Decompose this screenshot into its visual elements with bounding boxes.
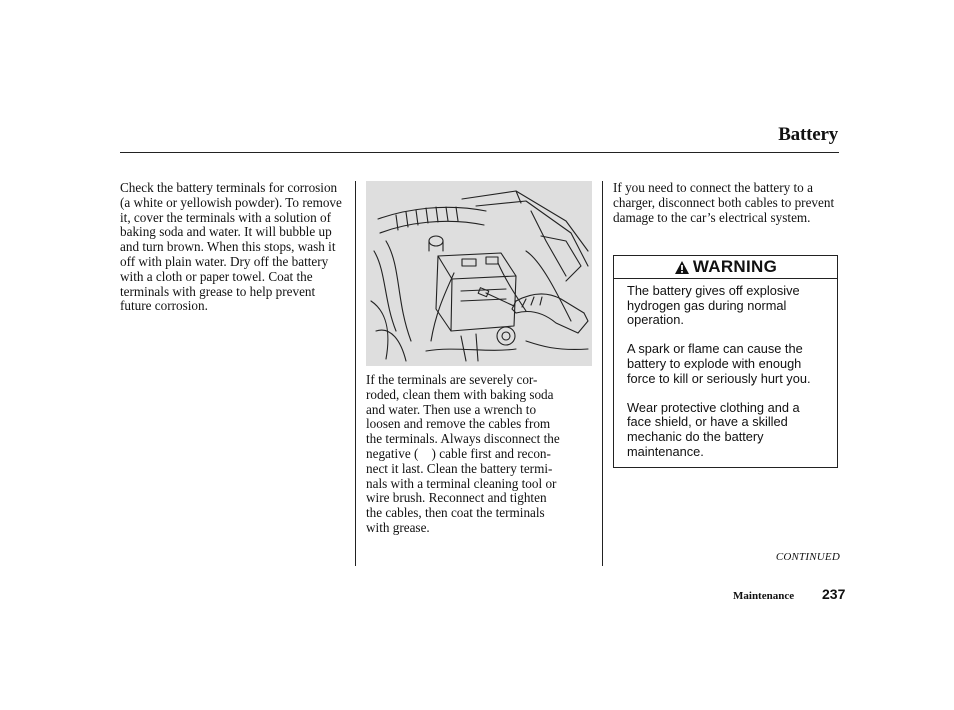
- instruction-line: loosen and remove the cables from: [366, 416, 551, 432]
- instruction-line: the cables, then coat the terminals: [366, 505, 545, 521]
- warning-paragraph: The battery gives off explosive hydrogen gas during normal operation.: [627, 283, 800, 328]
- continued-label: CONTINUED: [775, 551, 840, 563]
- warning-header: [614, 256, 837, 279]
- instruction-line: with grease.: [366, 519, 430, 535]
- section-label: Maintenance: [733, 590, 795, 602]
- instruction-line: If the terminals are severely cor-: [366, 372, 538, 387]
- instruction-line: nals with a terminal cleaning tool or: [366, 475, 557, 491]
- engine-bay-drawing: [366, 181, 592, 366]
- warning-box: [613, 255, 838, 468]
- header-rule: [120, 152, 839, 153]
- warning-paragraph: Wear protective clothing and a face shield, or have a skilled mechanic do the battery maintenance.: [627, 399, 800, 459]
- battery-cleaning-illustration: [366, 181, 592, 366]
- instruction-line: negative ( ) cable first and recon-: [366, 445, 551, 461]
- corrosion-instructions: Check the battery terminals for corrosion (a white or yellowish powder). To remove it, cover the terminals with a solution of baking soda and water. It will bubble up and turn brown. When this stops, wash it off with plain water. Dry off the battery with a cloth or paper towel. Coat the terminals with grease to help prevent future corrosion.: [120, 180, 342, 314]
- charger-instructions: If you need to connect the battery to a charger, disconnect both cables to prevent damage to the car’s electrical system.: [613, 180, 835, 225]
- warning-paragraph: A spark or flame can cause the battery to explode with enough force to kill or seriously hurt you.: [627, 341, 811, 386]
- warning-triangle-icon: [674, 260, 690, 275]
- page-number: 237: [822, 586, 846, 602]
- instruction-line: nect it last. Clean the battery termi-: [366, 460, 553, 476]
- instruction-line: the terminals. Always disconnect the: [366, 431, 560, 447]
- instruction-line: roded, clean them with baking soda: [366, 386, 554, 402]
- instruction-line: and water. Then use a wrench to: [366, 401, 537, 417]
- severe-corrosion-instructions: [366, 373, 594, 536]
- warning-label: WARNING: [692, 257, 778, 276]
- instruction-line: wire brush. Reconnect and tighten: [366, 490, 547, 506]
- page-title: Battery: [778, 124, 838, 145]
- warning-body: [614, 279, 837, 459]
- column-divider-left: [355, 181, 356, 566]
- column-divider-right: [602, 181, 603, 566]
